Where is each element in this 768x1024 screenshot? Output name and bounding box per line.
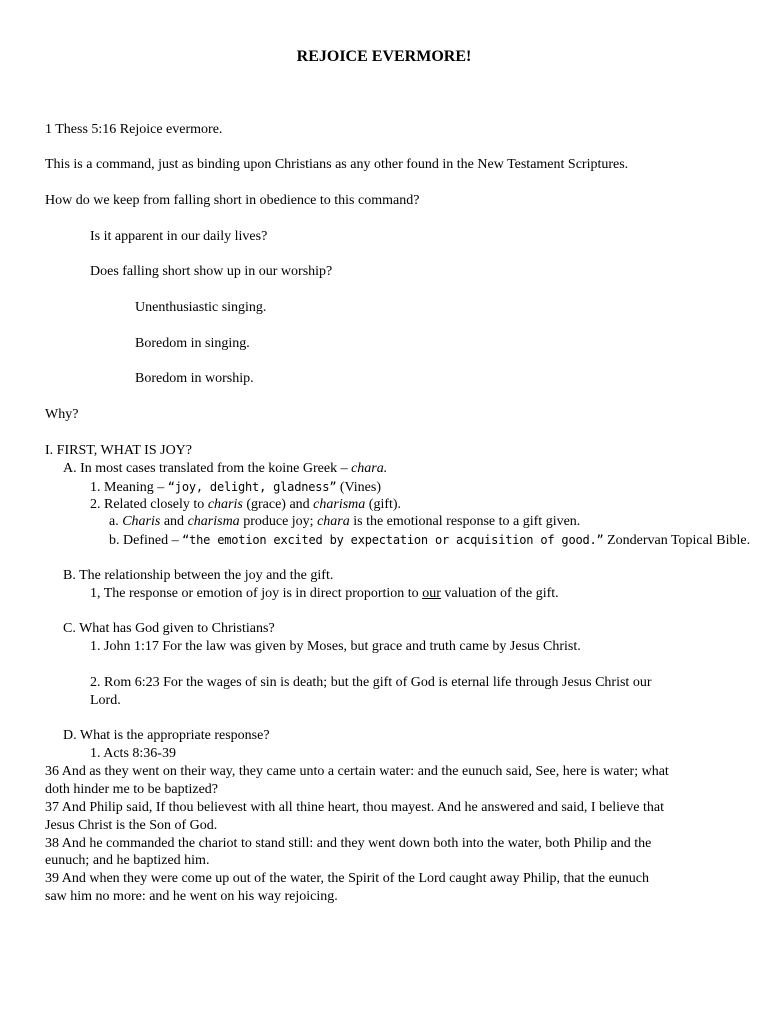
worship-item-boredom-singing: Boredom in singing. (135, 336, 250, 351)
outline-item-c: C. What has God given to Christians? (63, 621, 275, 636)
outline-item-a2a-mid: produce joy; (239, 514, 318, 529)
outline-item-c1: 1. John 1:17 For the law was given by Moses, but grace and truth came by Jesus Christ. (90, 639, 581, 654)
greek-term-charis-cap: Charis (122, 514, 161, 529)
intro-verse: 1 Thess 5:16 Rejoice evermore. (45, 122, 223, 137)
verse-line: 38 And he commanded the chariot to stand still: and they went down both into the water, both Philip and the (45, 836, 652, 851)
greek-term-chara: chara. (351, 461, 388, 476)
outline-item-a (63, 460, 387, 478)
outline-item-b: B. The relationship between the joy and the gift. (63, 568, 334, 583)
intro-command: This is a command, just as binding upon Christians as any other found in the New Testament Scriptures. (45, 157, 629, 172)
intro-question-daily-lives: Is it apparent in our daily lives? (90, 229, 268, 244)
definition-quote: “the emotion excited by expectation or acquisition of good.” (182, 533, 604, 547)
greek-term-chara-2: chara (317, 514, 350, 529)
outline-item-c2-cont: Lord. (90, 693, 121, 708)
outline-item-a1-text: 1. Meaning – (90, 480, 168, 495)
greek-term-charisma-2: charisma (187, 514, 240, 529)
outline-item-a2a-marker: a. (109, 514, 123, 529)
outline-item-d: D. What is the appropriate response? (63, 728, 270, 743)
underlined-our: our (422, 586, 441, 601)
greek-term-charis: charis (207, 497, 243, 512)
page-title: REJOICE EVERMORE! (296, 48, 472, 65)
outline-item-c2: 2. Rom 6:23 For the wages of sin is death; but the gift of God is eternal life through Jesus Christ our (90, 675, 652, 690)
outline-item-a1 (90, 478, 381, 497)
meaning-quote: “joy, delight, gladness” (167, 480, 337, 494)
outline-item-a2b (109, 531, 750, 550)
outline-item-a2a (109, 513, 580, 531)
definition-source: Zondervan Topical Bible. (603, 533, 751, 548)
outline-item-a2a-end: is the emotional response to a gift given. (349, 514, 581, 529)
outline-item-a-text: A. In most cases translated from the koine Greek – (63, 461, 352, 476)
verse-line: doth hinder me to be baptized? (45, 782, 218, 797)
outline-item-a2 (90, 496, 401, 514)
outline-item-b1-end: valuation of the gift. (440, 586, 559, 601)
intro-question-worship: Does falling short show up in our worship? (90, 264, 333, 279)
outline-item-a2-mid: (grace) and (242, 497, 314, 512)
intro-why: Why? (45, 407, 79, 422)
verse-line: Jesus Christ is the Son of God. (45, 818, 218, 833)
verse-line: 36 And as they went on their way, they came unto a certain water: and the eunuch said, See, here is water; what (45, 764, 669, 779)
outline-item-d1: 1. Acts 8:36-39 (90, 746, 176, 761)
worship-item-unenthusiastic: Unenthusiastic singing. (135, 300, 267, 315)
verse-line: saw him no more: and he went on his way rejoicing. (45, 889, 338, 904)
greek-term-charisma: charisma (313, 497, 366, 512)
worship-item-boredom-worship: Boredom in worship. (135, 371, 254, 386)
outline-item-b1-text: 1, The response or emotion of joy is in direct proportion to (90, 586, 423, 601)
outline-item-a2-end: (gift). (365, 497, 402, 512)
intro-question: How do we keep from falling short in obedience to this command? (45, 193, 420, 208)
section-heading: I. FIRST, WHAT IS JOY? (45, 443, 193, 458)
outline-item-a2a-and: and (160, 514, 188, 529)
verse-line: 39 And when they were come up out of the water, the Spirit of the Lord caught away Philip, that the eunuch (45, 871, 650, 886)
meaning-source: (Vines) (336, 480, 382, 495)
verse-line: 37 And Philip said, If thou believest with all thine heart, thou mayest. And he answered and said, I believe that (45, 800, 664, 815)
outline-item-b1 (90, 585, 559, 603)
outline-item-a2-text: 2. Related closely to (90, 497, 208, 512)
outline-item-a2b-text: b. Defined – (109, 533, 183, 548)
verse-line: eunuch; and he baptized him. (45, 853, 210, 868)
